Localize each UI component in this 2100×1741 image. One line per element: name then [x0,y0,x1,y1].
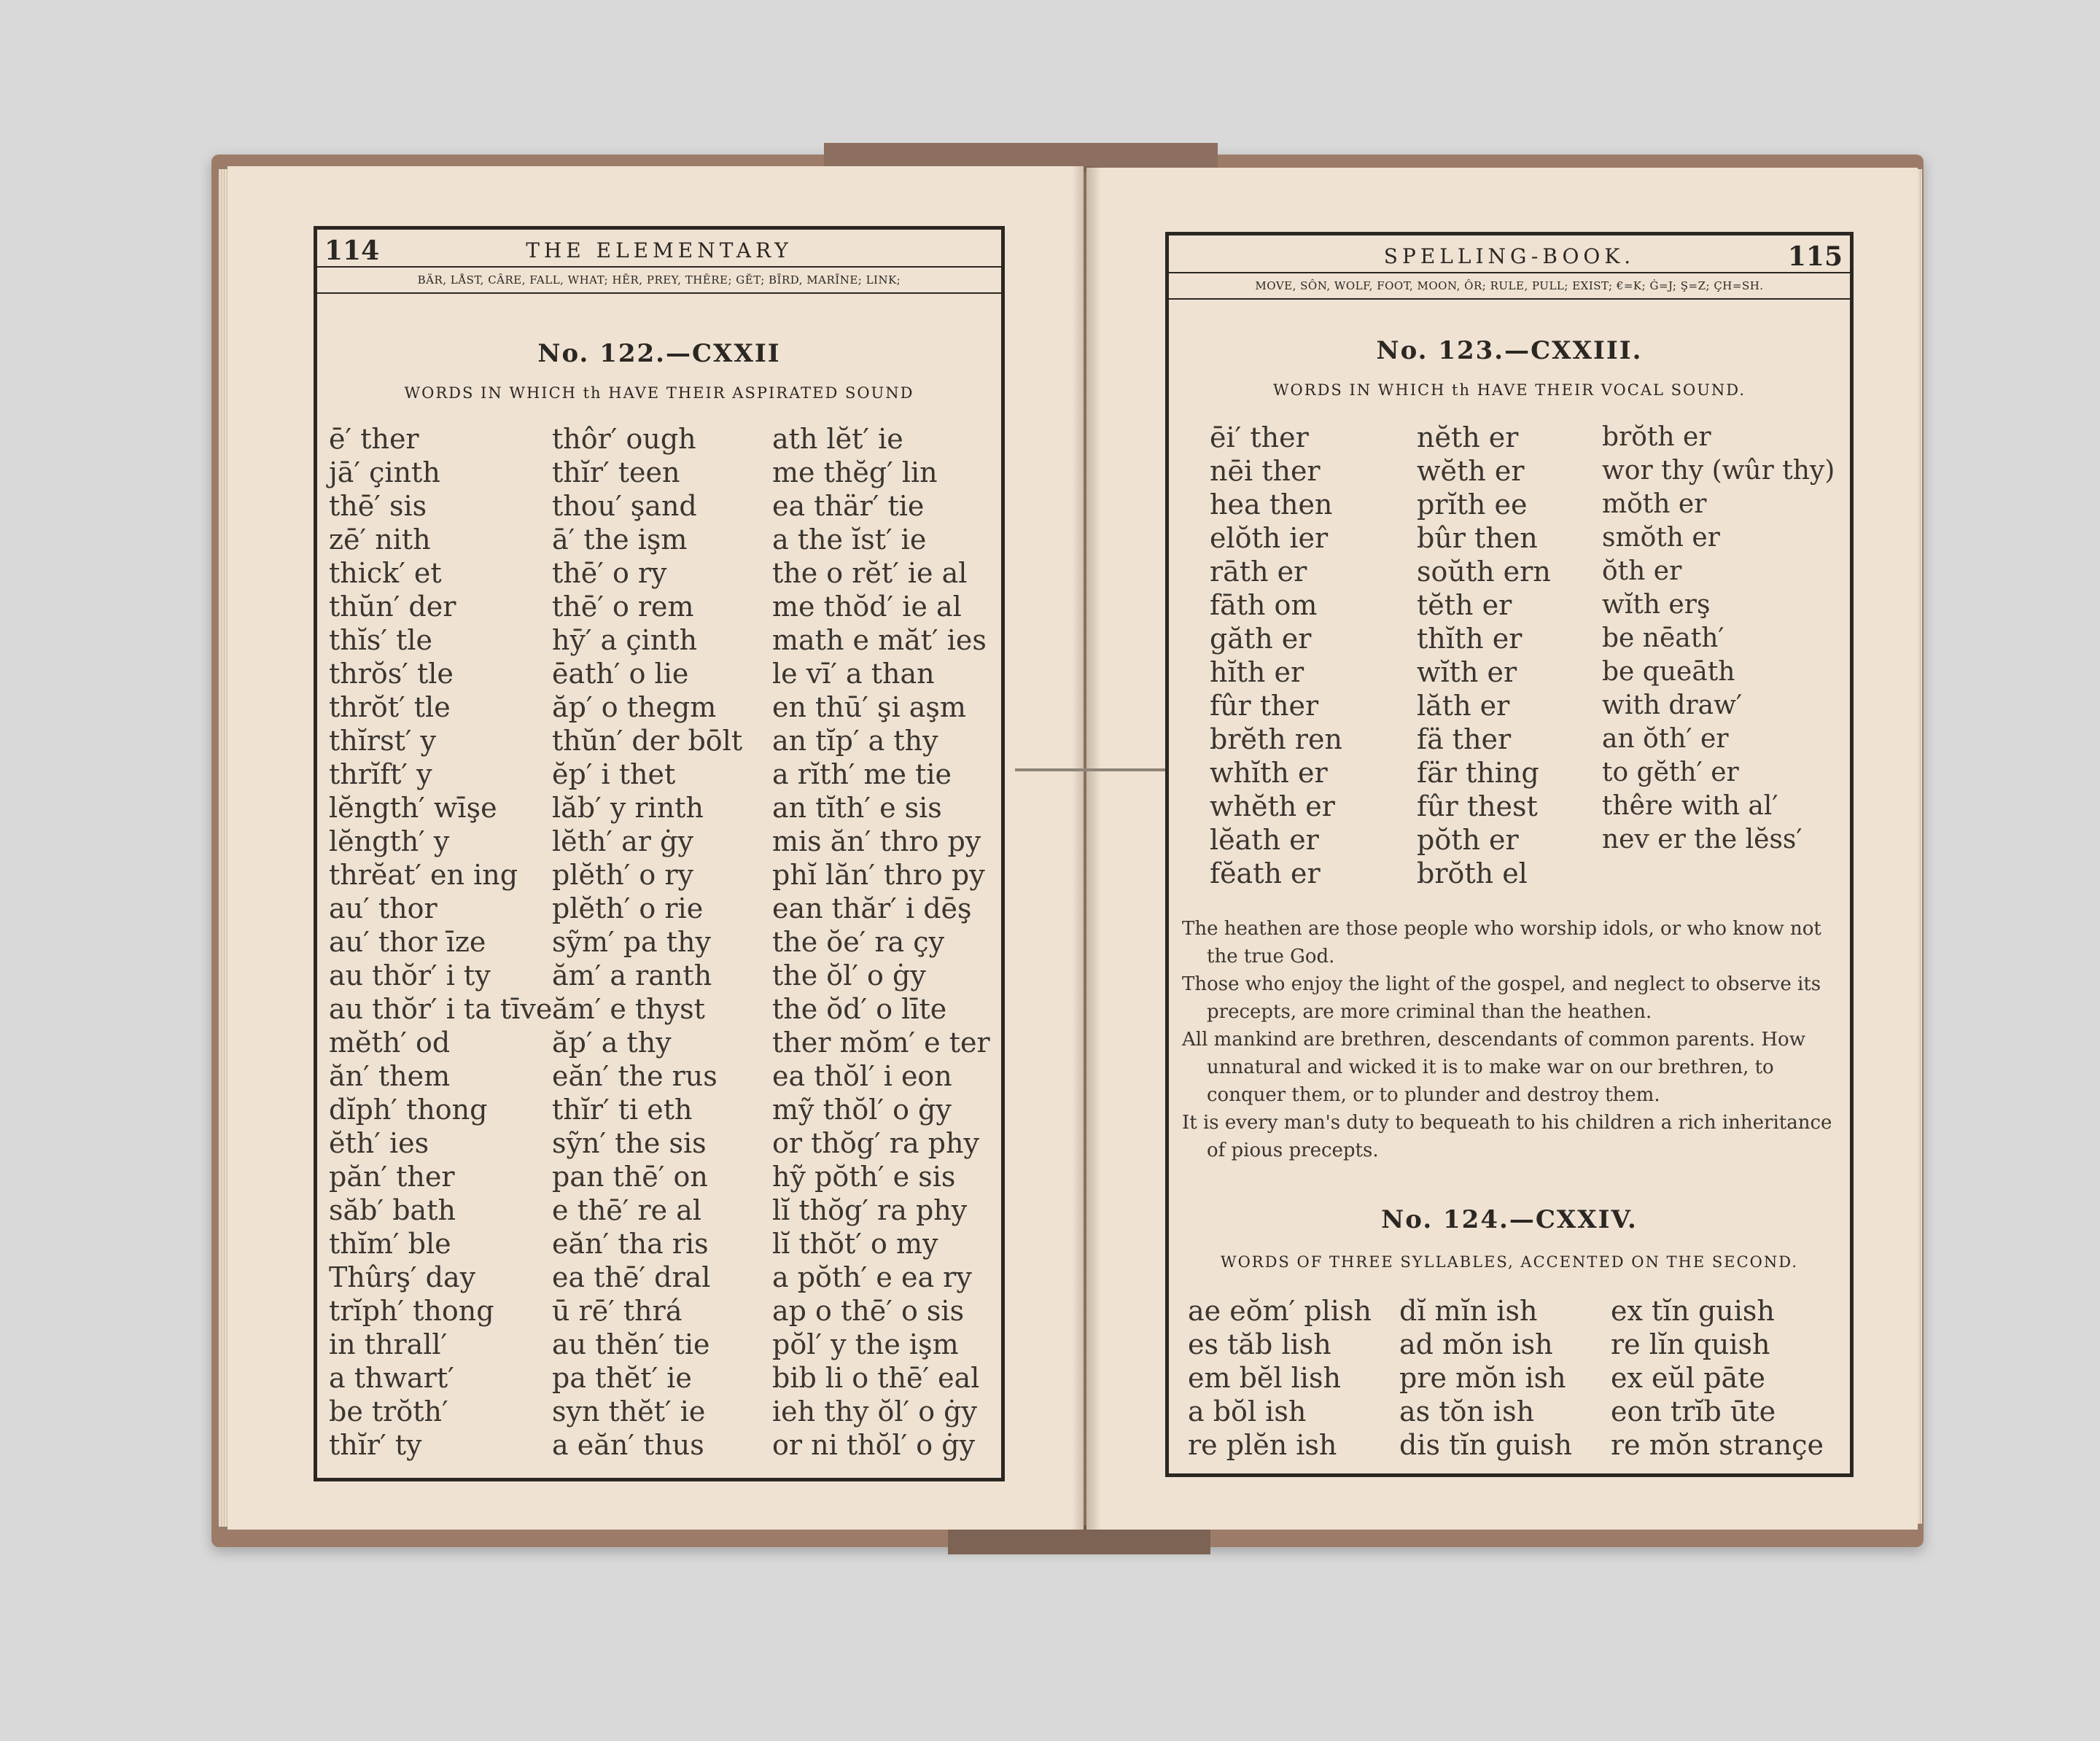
word-entry: wĭth er [1417,656,1517,688]
word-entry: nev er the lĕss′ [1602,825,1802,854]
word-entry: or ni thŏl′ o ġy [772,1429,976,1461]
word-entry: rāth er [1210,556,1307,588]
word-entry: eon trĭb ūte [1611,1395,1776,1428]
word-entry: ăm′ a ranth [552,959,712,992]
word-entry: plĕth′ o rie [552,892,704,924]
word-entry: me thĕg′ lin [772,456,938,488]
reading-sentences [1182,915,1837,1164]
word-entry: prĭth ee [1417,488,1528,521]
word-entry: with draw′ [1602,690,1743,720]
word-entry: re plĕn ish [1188,1429,1337,1461]
word-entry: thrĕat′ en ing [329,859,518,891]
word-entry: be nēath′ [1602,623,1724,653]
word-entry: a pŏth′ e ea ry [772,1261,972,1293]
word-entry: ieh thy ŏl′ o ġy [772,1395,977,1428]
word-entry: an tĭth′ e sis [772,792,942,824]
word-entry: thŭn′ der bōlt [552,725,743,757]
word-entry: re lĭn quish [1611,1328,1770,1360]
word-entry: thĭm′ ble [329,1228,451,1260]
lesson-title-122: No. 122.—CXXII [537,339,781,368]
word-entry: fär thing [1417,757,1539,789]
word-column-1 [329,422,552,1462]
page-number-right: 115 [1787,241,1843,272]
word-entry: sỹm′ pa thy [552,926,711,958]
word-entry: thē′ sis [329,490,427,522]
word-entry: an ŏth′ er [1602,724,1729,754]
word-entry: lĕngth′ y [329,825,450,857]
word-entry: thĭr′ ty [329,1429,422,1461]
word-entry: bib li o thē′ eal [772,1362,980,1394]
word-entry: ea thŏl′ i eon [772,1060,952,1092]
word-entry: săb′ bath [329,1194,456,1226]
word-entry: bûr then [1417,522,1538,554]
word-entry: au thĕn′ tie [552,1328,710,1360]
running-head-right: SPELLING-BOOK. [1383,244,1636,268]
word-entry: ean thăr′ i dēş [772,892,972,924]
word-entry: jā′ çinth [329,456,440,488]
word-column-3 [772,422,990,1462]
word-entry: ĕp′ i thet [552,758,676,790]
word-entry: the ŏe′ ra çy [772,926,945,958]
reading-sentence: It is every man's duty to bequeath to his children a rich inheritance of pious precepts. [1182,1112,1832,1161]
word-entry: ū rē′ thrá [552,1295,682,1327]
word-entry: or thŏg′ ra phy [772,1127,979,1159]
word-entry: to gĕth′ er [1602,757,1739,787]
word-entry: ap o thē′ o sis [772,1295,965,1327]
vocal-column-3 [1602,421,1835,857]
word-entry: thŭn′ der [329,591,456,623]
lesson-title-123: No. 123.—CXXIII. [1376,336,1643,365]
word-entry: thē′ o rem [552,591,694,623]
lesson-subtitle-122: WORDS IN WHICH th HAVE THEIR ASPIRATED SOUND [404,384,914,402]
word-entry: pa thĕt′ ie [552,1362,692,1394]
word-entry: ăp′ a thy [552,1027,672,1059]
word-entry: mŏth er [1602,489,1707,519]
word-entry: thou′ şand [552,490,697,522]
word-entry: thĭr′ ti eth [552,1094,693,1126]
word-entry: au thŏr′ i ty [329,959,491,992]
word-entry: ther mŏm′ e ter [772,1027,990,1059]
word-entry: ăp′ o thegm [552,691,717,723]
word-entry: thick′ et [329,557,442,589]
word-entry: păn′ ther [329,1161,455,1193]
word-entry: le vī′ a than [772,658,935,690]
word-entry: lăth er [1417,690,1510,722]
word-entry: brŏth el [1417,857,1528,889]
word-entry: lĭ thŏg′ ra phy [772,1194,968,1226]
word-entry: fä ther [1417,723,1512,755]
word-entry: en thū′ şi aşm [772,691,966,723]
word-entry: as tŏn ish [1399,1395,1535,1428]
word-entry: be queāth [1602,657,1735,687]
word-entry: thêre with al′ [1602,791,1778,821]
word-entry: thĭth er [1417,623,1522,655]
word-entry: whĕth er [1210,790,1335,822]
left-page-frame [314,226,1005,1481]
word-entry: a bŏl ish [1188,1395,1307,1428]
word-entry: em bĕl lish [1188,1362,1341,1394]
word-entry: be trŏth′ [329,1395,448,1428]
word-entry: ē′ ther [329,423,419,455]
pronunciation-key-left: BÄR, LÅST, CÂRE, FALL, WHAT; HĒR, PREY, THÊRE; GĔT; BĪRD, MARĪNE; LINK; [317,266,1001,294]
word-entry: nĕth er [1417,421,1519,453]
word-entry: au thŏr′ i ta tīve [329,993,553,1025]
word-entry: dĭph′ thong [329,1094,488,1126]
reading-sentence: All mankind are brethren, descendants of common parents. How unnatural and wicked it is to make war on our brethren, to conquer them, or to plunder and destroy them. [1182,1029,1805,1106]
page-number-left: 114 [324,235,380,266]
word-entry: pŏl′ y the işm [772,1328,959,1360]
lesson-subtitle-124: WORDS OF THREE SYLLABLES, ACCENTED ON THE SECOND. [1220,1253,1799,1271]
word-entry: ex tĭn guish [1611,1295,1775,1327]
word-entry: a rĭth′ me tie [772,758,952,790]
word-entry: the ŏl′ o ġy [772,959,926,992]
word-entry: ēi′ ther [1210,421,1309,453]
word-entry: e thē′ re al [552,1194,702,1226]
word-entry: eăn′ the rus [552,1060,718,1092]
reading-sentence: Those who enjoy the light of the gospel, and neglect to observe its precepts, are more criminal than the heathen. [1182,973,1821,1023]
word-entry: găth er [1210,623,1312,655]
syllable-column-2 [1399,1294,1572,1462]
word-entry: smŏth er [1602,523,1720,553]
word-entry: ea thē′ dral [552,1261,711,1293]
word-entry: ath lĕt′ ie [772,423,903,455]
word-entry: me thŏd′ ie al [772,591,962,623]
word-entry: hĭth er [1210,656,1304,688]
word-entry: wĕth er [1417,455,1525,487]
word-entry: elŏth ier [1210,522,1329,554]
binding-stitch [1015,768,1168,771]
word-entry: ăn′ them [329,1060,451,1092]
word-entry: thrĭft′ y [329,758,432,790]
word-entry: math e măt′ ies [772,624,987,656]
reading-sentence: The heathen are those people who worship idols, or who know not the true God. [1182,918,1821,967]
right-page-frame [1165,232,1854,1477]
word-entry: thĭrst′ y [329,725,437,757]
word-entry: eăn′ tha ris [552,1228,709,1260]
word-entry: hȳ′ a çinth [552,624,698,656]
word-entry: ăm′ e thyst [552,993,705,1025]
word-entry: dĭ mĭn ish [1399,1295,1538,1327]
word-entry: tĕth er [1417,589,1512,621]
word-entry: trĭph′ thong [329,1295,494,1327]
word-entry: au′ thor īze [329,926,486,958]
word-entry: the o rĕt′ ie al [772,557,968,589]
word-entry: sỹn′ the sis [552,1127,707,1159]
word-entry: in thrall′ [329,1328,448,1360]
word-entry: ēath′ o lie [552,658,689,690]
word-entry: hỹ pŏth′ e sis [772,1161,956,1193]
word-entry: fĕath er [1210,857,1321,889]
word-entry: au′ thor [329,892,438,924]
running-head-left: THE ELEMENTARY [526,238,793,262]
word-entry: ea thär′ tie [772,490,925,522]
syllable-column-1 [1188,1294,1372,1462]
word-entry: thĭs′ tle [329,624,433,656]
lesson-title-124: No. 124.—CXXIV. [1381,1205,1638,1234]
word-entry: thôr′ ough [552,423,696,455]
ribbon-bottom [948,1525,1210,1554]
left-header [317,230,1001,266]
pronunciation-key-right: MOVE, SÔN, WOLF, FOOT, MOON, ÔR; RULE, PULL; EXIST; €=K; Ġ=J; Ş=Z; ÇH=SH. [1169,272,1850,300]
word-entry: brĕth ren [1210,723,1342,755]
word-entry: mĕth′ od [329,1027,451,1059]
word-entry: lĭ thŏt′ o my [772,1228,938,1260]
word-entry: a eăn′ thus [552,1429,704,1461]
word-entry: lĕath er [1210,824,1319,856]
word-entry: wor thy (wûr thy) [1602,456,1835,486]
word-entry: thrŏs′ tle [329,658,454,690]
word-entry: wĭth erş [1602,590,1711,620]
word-entry: dis tĭn guish [1399,1429,1572,1461]
word-entry: ŏth er [1602,556,1682,586]
word-entry: phĭ lăn′ thro py [772,859,985,891]
syllable-column-3 [1611,1294,1824,1462]
word-entry: lăb′ y rinth [552,792,704,824]
word-entry: re mŏn strançe [1611,1429,1824,1461]
word-entry: soŭth ern [1417,556,1551,588]
vocal-column-1 [1210,421,1342,890]
word-entry: pan thē′ on [552,1161,708,1193]
word-entry: lĕngth′ wīşe [329,792,497,824]
word-entry: thĭr′ teen [552,456,680,488]
word-entry: the ŏd′ o līte [772,993,947,1025]
word-entry: thrŏt′ tle [329,691,451,723]
word-entry: pre mŏn ish [1399,1362,1566,1394]
word-entry: fāth om [1210,589,1318,621]
word-entry: ad mŏn ish [1399,1328,1553,1360]
word-entry: fûr thest [1417,790,1538,822]
word-entry: plĕth′ o ry [552,859,694,891]
word-entry: fûr ther [1210,690,1319,722]
word-entry: hea then [1210,488,1333,521]
word-entry: pŏth er [1417,824,1519,856]
book-gutter [1072,166,1101,1530]
word-entry: ae eŏm′ plish [1188,1295,1372,1327]
word-entry: mỹ thŏl′ o ġy [772,1094,952,1126]
word-entry: ex eŭl pāte [1611,1362,1765,1394]
word-entry: brŏth er [1602,422,1711,452]
word-entry: thē′ o ry [552,557,667,589]
word-entry: mis ăn′ thro py [772,825,981,857]
vocal-column-2 [1417,421,1551,890]
word-entry: whĭth er [1210,757,1328,789]
word-entry: ĕth′ ies [329,1127,429,1159]
word-entry: ā′ the işm [552,523,688,556]
word-entry: syn thĕt′ ie [552,1395,706,1428]
word-column-2 [552,422,742,1462]
word-entry: nēi ther [1210,455,1321,487]
word-entry: a thwart′ [329,1362,454,1394]
word-entry: a the ĭst′ ie [772,523,927,556]
word-entry: an tĭp′ a thy [772,725,938,757]
lesson-subtitle-123: WORDS IN WHICH th HAVE THEIR VOCAL SOUND. [1272,381,1746,399]
word-entry: lĕth′ ar ġy [552,825,693,857]
word-entry: Thûrş′ day [329,1261,476,1293]
word-entry: zē′ nith [329,523,431,556]
word-entry: es tăb lish [1188,1328,1331,1360]
right-header [1169,235,1850,272]
